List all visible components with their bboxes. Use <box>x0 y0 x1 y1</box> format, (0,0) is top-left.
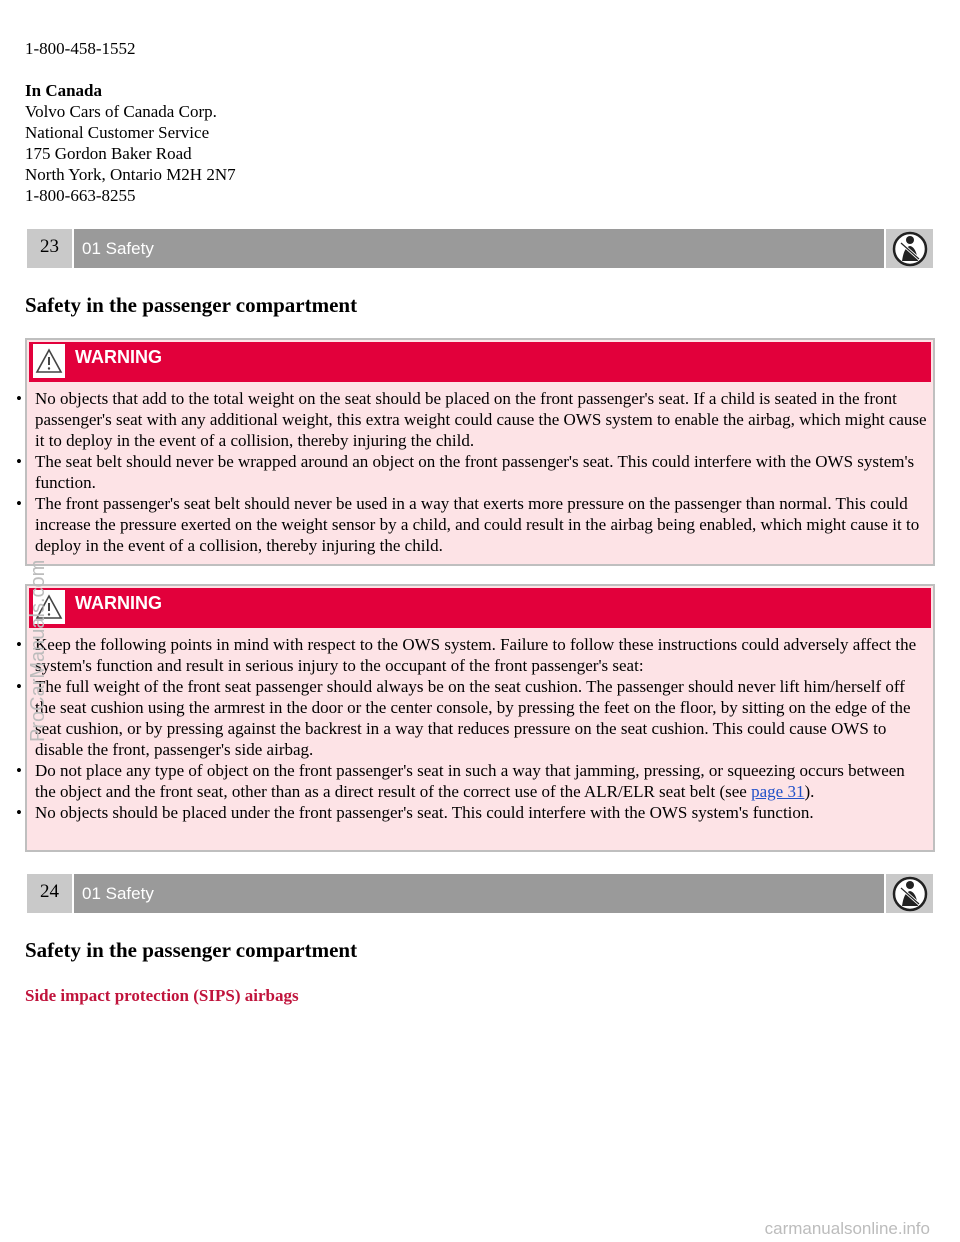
warning-header <box>29 588 931 628</box>
warning-box <box>25 338 935 566</box>
canada-heading: In Canada <box>25 81 103 100</box>
page-number: 23 <box>27 229 72 268</box>
section-header <box>27 229 933 268</box>
canada-line: National Customer Service <box>25 123 210 142</box>
warning-item: • No objects that add to the total weight on the seat should be placed on the front passenger's seat. If a child is seated in the front passenger's seat with any additional weight, this extra weight could cause the OWS system to enable the airbag, which might cause it to deploy in the event of a collision, thereby injuring the child. <box>10 388 929 451</box>
section-header <box>27 874 933 913</box>
canada-line: 1-800-663-8255 <box>25 186 136 205</box>
warning-box <box>25 584 935 852</box>
warning-label: WARNING <box>75 347 162 367</box>
warning-item: • The front passenger's seat belt should never be used in a way that exerts more pressure on the passenger than normal. This could increase the pressure exerted on the weight sensor by a child, and could result in the airbag being enabled, which might cause it to deploy in the event of a collision, thereby injuring the child. <box>10 493 929 556</box>
us-phone: 1-800-458-1552 <box>25 39 136 58</box>
warning-label: WARNING <box>75 593 162 613</box>
warning-item: • The seat belt should never be wrapped around an object on the front passenger's seat. This could interfere with the OWS system's function. <box>10 451 929 493</box>
page-heading: Safety in the passenger compartment <box>25 293 358 317</box>
seatbelt-icon <box>886 229 933 268</box>
canada-line: Volvo Cars of Canada Corp. <box>25 102 217 121</box>
contact-block <box>25 38 625 206</box>
sips-subheading: Side impact protection (SIPS) airbags <box>25 986 299 1005</box>
canada-line: North York, Ontario M2H 2N7 <box>25 165 236 184</box>
warning-item: • The full weight of the front seat passenger should always be on the seat cushion. The passenger should never lift him/herself off the seat cushion using the armrest in the door or the center console, by pressing the feet on the floor, by sitting on the edge of the seat cushion, or by pressing against the backrest in a way that reduces pressure on the seat cushion. This could cause OWS to disable the front, passenger's side airbag. <box>10 676 929 760</box>
page-31-link[interactable]: page 31 <box>751 782 805 801</box>
page-number: 24 <box>27 874 72 913</box>
seatbelt-icon <box>886 874 933 913</box>
section-title: 01 Safety <box>74 874 884 913</box>
page-heading: Safety in the passenger compartment <box>25 938 358 962</box>
warning-item: • No objects should be placed under the front passenger's seat. This could interfere with the OWS system's function. <box>10 802 929 823</box>
canada-line: 175 Gordon Baker Road <box>25 144 192 163</box>
watermark-footer: carmanualsonline.info <box>764 1219 930 1238</box>
section-title: 01 Safety <box>74 229 884 268</box>
warning-item: • Keep the following points in mind with respect to the OWS system. Failure to follow these instructions could adversely affect the system's function and result in serious injury to the occupant of the front passenger's seat: <box>10 634 929 676</box>
warning-item: • Do not place any type of object on the front passenger's seat in such a way that jamming, pressing, or squeezing occurs between the object and the front seat, other than as a direct result of the correct use of the ALR/ELR seat belt (see page 31). <box>10 760 929 802</box>
warning-triangle-icon <box>33 344 65 378</box>
watermark-left: ProCarManuals.com <box>27 559 49 742</box>
warning-header <box>29 342 931 382</box>
